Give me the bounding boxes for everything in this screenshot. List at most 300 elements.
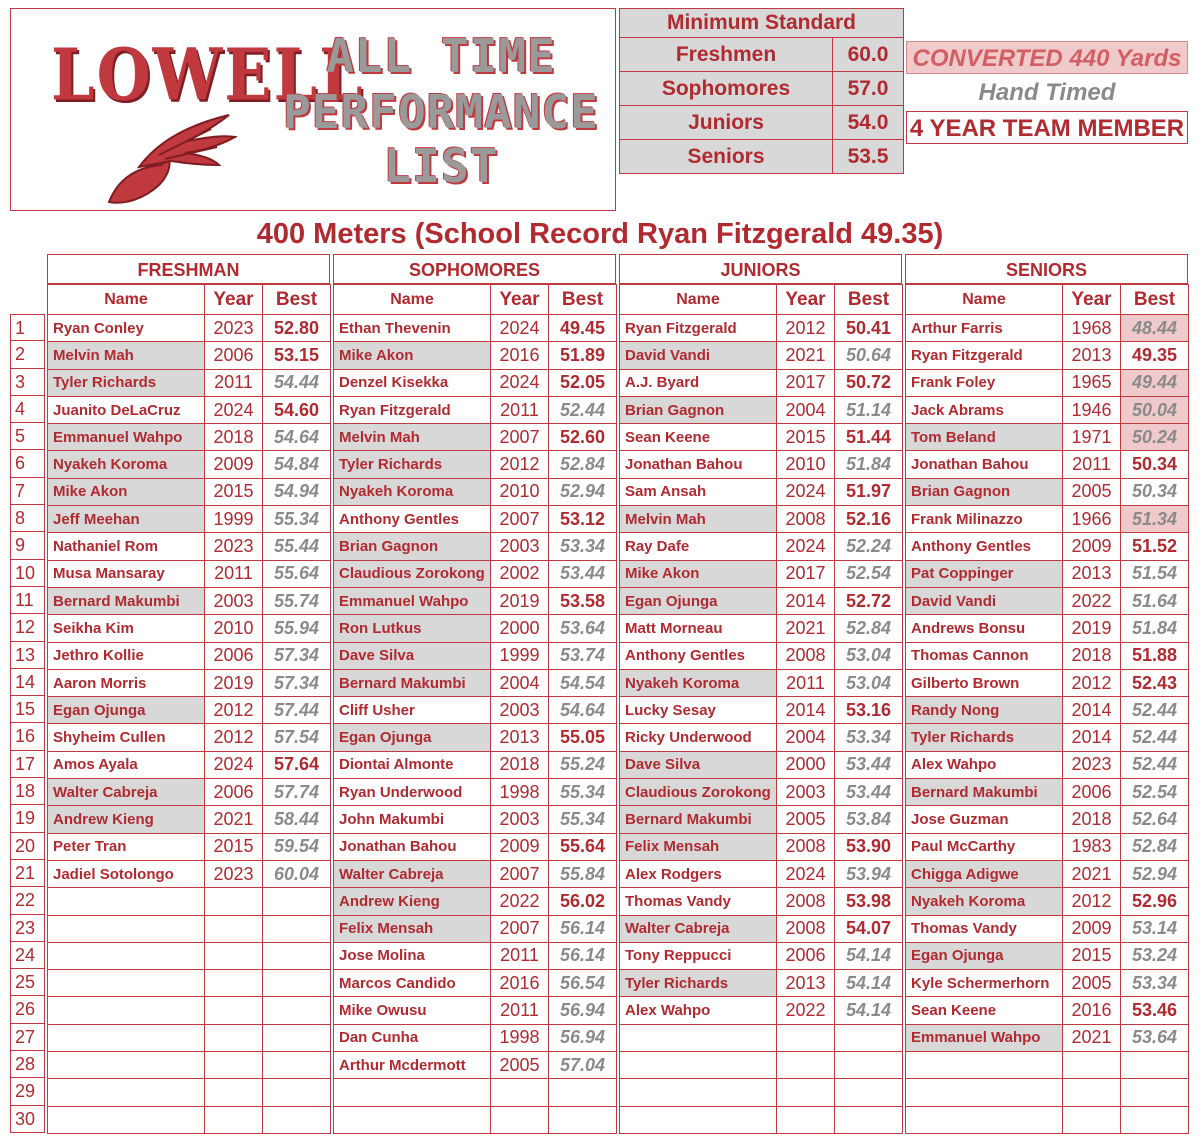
best-time: 51.89 bbox=[549, 342, 617, 369]
athlete-name: Jeff Meehan bbox=[48, 506, 205, 533]
result-year: 2023 bbox=[1063, 751, 1121, 778]
table-row bbox=[906, 506, 1189, 533]
best-time: 53.34 bbox=[1121, 970, 1189, 997]
athlete-name bbox=[48, 1052, 205, 1079]
section-title: JUNIORS bbox=[619, 254, 902, 284]
table-row bbox=[906, 806, 1189, 833]
athlete-name: Aaron Morris bbox=[48, 669, 205, 696]
athlete-name: Frank Milinazzo bbox=[906, 506, 1063, 533]
best-time bbox=[263, 1079, 331, 1106]
result-year: 2000 bbox=[491, 615, 549, 642]
result-year: 2019 bbox=[1063, 615, 1121, 642]
rank-number: 21 bbox=[10, 860, 45, 887]
athlete-name: Paul McCarthy bbox=[906, 833, 1063, 860]
table-row bbox=[620, 942, 903, 969]
table-row bbox=[334, 506, 617, 533]
table-row bbox=[48, 451, 331, 478]
result-year: 1966 bbox=[1063, 506, 1121, 533]
athlete-name: Melvin Mah bbox=[48, 342, 205, 369]
table-row bbox=[620, 451, 903, 478]
table-row bbox=[48, 833, 331, 860]
result-year: 2012 bbox=[205, 697, 263, 724]
table-row bbox=[334, 1079, 617, 1106]
min-label: Sophomores bbox=[620, 72, 833, 106]
best-time bbox=[1121, 1106, 1189, 1133]
legend-four-year-member: 4 YEAR TEAM MEMBER bbox=[906, 111, 1188, 144]
table-row bbox=[48, 779, 331, 806]
results-table bbox=[47, 284, 331, 1134]
logo-box bbox=[10, 8, 616, 211]
athlete-name bbox=[906, 1052, 1063, 1079]
result-year: 1998 bbox=[491, 1024, 549, 1051]
table-row bbox=[48, 478, 331, 505]
best-time: 52.44 bbox=[549, 396, 617, 423]
result-year: 2013 bbox=[777, 970, 835, 997]
table-row bbox=[334, 1106, 617, 1133]
result-year: 2024 bbox=[205, 396, 263, 423]
table-row bbox=[620, 424, 903, 451]
athlete-name bbox=[906, 1106, 1063, 1133]
best-time: 57.34 bbox=[263, 669, 331, 696]
best-time: 53.24 bbox=[1121, 942, 1189, 969]
athlete-name: A.J. Byard bbox=[620, 369, 777, 396]
table-row bbox=[620, 806, 903, 833]
table-row bbox=[334, 751, 617, 778]
best-time: 52.94 bbox=[1121, 860, 1189, 887]
athlete-name: Jadiel Sotolongo bbox=[48, 860, 205, 887]
athlete-name: Thomas Cannon bbox=[906, 642, 1063, 669]
table-row bbox=[906, 669, 1189, 696]
table-row bbox=[620, 1024, 903, 1051]
min-label: Freshmen bbox=[620, 38, 833, 72]
table-row bbox=[906, 533, 1189, 560]
best-time: 52.54 bbox=[1121, 779, 1189, 806]
best-time bbox=[835, 1079, 903, 1106]
best-time: 50.41 bbox=[835, 315, 903, 342]
best-time bbox=[263, 1052, 331, 1079]
table-row bbox=[620, 915, 903, 942]
best-time bbox=[1121, 1079, 1189, 1106]
table-row bbox=[906, 915, 1189, 942]
athlete-name bbox=[48, 970, 205, 997]
result-year: 2016 bbox=[491, 970, 549, 997]
athlete-name: Mike Akon bbox=[334, 342, 491, 369]
athlete-name: Mike Owusu bbox=[334, 997, 491, 1024]
result-year: 2021 bbox=[777, 342, 835, 369]
table-row bbox=[620, 342, 903, 369]
best-time: 50.34 bbox=[1121, 478, 1189, 505]
result-year: 2006 bbox=[205, 342, 263, 369]
table-row bbox=[334, 860, 617, 887]
best-time: 54.14 bbox=[835, 997, 903, 1024]
result-year: 2007 bbox=[491, 860, 549, 887]
athlete-name: Amos Ayala bbox=[48, 751, 205, 778]
min-label: Seniors bbox=[620, 140, 833, 174]
table-row bbox=[48, 888, 331, 915]
best-time: 54.54 bbox=[549, 669, 617, 696]
result-year: 2004 bbox=[491, 669, 549, 696]
result-year: 2023 bbox=[205, 860, 263, 887]
best-time: 52.44 bbox=[1121, 724, 1189, 751]
table-row bbox=[334, 369, 617, 396]
table-row bbox=[48, 1106, 331, 1133]
rank-number: 9 bbox=[10, 532, 45, 559]
rank-number: 15 bbox=[10, 696, 45, 723]
best-time: 56.14 bbox=[549, 942, 617, 969]
table-row bbox=[620, 615, 903, 642]
table-row bbox=[48, 424, 331, 451]
result-year: 2019 bbox=[205, 669, 263, 696]
athlete-name: Anthony Gentles bbox=[906, 533, 1063, 560]
rank-number: 24 bbox=[10, 942, 45, 969]
result-year: 2022 bbox=[491, 888, 549, 915]
athlete-name: Bernard Makumbi bbox=[620, 806, 777, 833]
result-year: 2023 bbox=[205, 315, 263, 342]
athlete-name: Tyler Richards bbox=[334, 451, 491, 478]
minimum-standard-title: Minimum Standard bbox=[620, 9, 904, 38]
table-row bbox=[620, 779, 903, 806]
best-time: 57.64 bbox=[263, 751, 331, 778]
best-time: 54.64 bbox=[263, 424, 331, 451]
section-freshman bbox=[47, 254, 330, 1134]
result-year: 2024 bbox=[777, 860, 835, 887]
result-year: 2008 bbox=[777, 888, 835, 915]
table-row bbox=[334, 779, 617, 806]
result-year: 2006 bbox=[205, 779, 263, 806]
result-year: 1946 bbox=[1063, 396, 1121, 423]
winged-shoe-icon bbox=[99, 107, 239, 207]
athlete-name bbox=[48, 1106, 205, 1133]
table-row bbox=[48, 860, 331, 887]
best-time: 57.54 bbox=[263, 724, 331, 751]
rank-number: 10 bbox=[10, 560, 45, 587]
result-year: 1983 bbox=[1063, 833, 1121, 860]
best-time bbox=[263, 970, 331, 997]
best-time: 55.94 bbox=[263, 615, 331, 642]
table-row bbox=[620, 1106, 903, 1133]
table-row bbox=[906, 1079, 1189, 1106]
event-title: 400 Meters (School Record Ryan Fitzgerald 49.35) bbox=[256, 218, 944, 250]
best-time: 52.24 bbox=[835, 533, 903, 560]
result-year: 2014 bbox=[1063, 724, 1121, 751]
athlete-name: Ryan Fitzgerald bbox=[334, 396, 491, 423]
athlete-name: Thomas Vandy bbox=[906, 915, 1063, 942]
result-year: 2021 bbox=[1063, 860, 1121, 887]
athlete-name: Cliff Usher bbox=[334, 697, 491, 724]
best-time: 51.34 bbox=[1121, 506, 1189, 533]
table-row bbox=[620, 751, 903, 778]
best-time: 53.64 bbox=[1121, 1024, 1189, 1051]
best-time bbox=[263, 942, 331, 969]
best-time bbox=[263, 1106, 331, 1133]
best-time: 50.04 bbox=[1121, 396, 1189, 423]
table-row bbox=[906, 1106, 1189, 1133]
result-year: 2012 bbox=[1063, 669, 1121, 696]
best-time: 55.05 bbox=[549, 724, 617, 751]
table-row bbox=[906, 697, 1189, 724]
best-time: 53.34 bbox=[835, 724, 903, 751]
athlete-name bbox=[48, 888, 205, 915]
best-time: 55.34 bbox=[263, 506, 331, 533]
athlete-name: Randy Nong bbox=[906, 697, 1063, 724]
table-row bbox=[48, 1024, 331, 1051]
result-year bbox=[777, 1052, 835, 1079]
table-row bbox=[48, 642, 331, 669]
athlete-name: Alex Rodgers bbox=[620, 860, 777, 887]
table-row bbox=[334, 833, 617, 860]
column-header-best: Best bbox=[263, 285, 331, 315]
column-header-best: Best bbox=[835, 285, 903, 315]
rank-number: 11 bbox=[10, 587, 45, 614]
table-row bbox=[48, 396, 331, 423]
athlete-name bbox=[48, 1079, 205, 1106]
best-time: 51.44 bbox=[835, 424, 903, 451]
result-year: 2024 bbox=[491, 315, 549, 342]
rank-number: 20 bbox=[10, 833, 45, 860]
result-year: 2008 bbox=[777, 915, 835, 942]
column-header-name: Name bbox=[620, 285, 777, 315]
best-time: 51.84 bbox=[1121, 615, 1189, 642]
result-year bbox=[205, 915, 263, 942]
table-row bbox=[906, 1052, 1189, 1079]
result-year: 2018 bbox=[205, 424, 263, 451]
best-time bbox=[1121, 1052, 1189, 1079]
best-time: 51.84 bbox=[835, 451, 903, 478]
table-row bbox=[334, 560, 617, 587]
results-table bbox=[333, 284, 617, 1134]
rank-number: 17 bbox=[10, 751, 45, 778]
result-year: 2011 bbox=[1063, 451, 1121, 478]
table-row bbox=[906, 642, 1189, 669]
athlete-name bbox=[334, 1106, 491, 1133]
result-year: 2005 bbox=[1063, 478, 1121, 505]
result-year: 2009 bbox=[491, 833, 549, 860]
table-row bbox=[334, 478, 617, 505]
rank-number: 28 bbox=[10, 1051, 45, 1078]
table-row bbox=[334, 806, 617, 833]
result-year bbox=[205, 970, 263, 997]
athlete-name: Brian Gagnon bbox=[906, 478, 1063, 505]
athlete-name: Shyheim Cullen bbox=[48, 724, 205, 751]
result-year bbox=[1063, 1106, 1121, 1133]
best-time: 53.44 bbox=[835, 751, 903, 778]
result-year bbox=[491, 1079, 549, 1106]
athlete-name: Egan Ojunga bbox=[906, 942, 1063, 969]
best-time: 50.72 bbox=[835, 369, 903, 396]
best-time: 52.72 bbox=[835, 587, 903, 614]
athlete-name bbox=[334, 1079, 491, 1106]
table-row bbox=[334, 888, 617, 915]
result-year: 2011 bbox=[777, 669, 835, 696]
section-title: SENIORS bbox=[905, 254, 1188, 284]
best-time: 50.24 bbox=[1121, 424, 1189, 451]
best-time: 53.58 bbox=[549, 587, 617, 614]
best-time: 52.94 bbox=[549, 478, 617, 505]
table-row bbox=[620, 587, 903, 614]
athlete-name: Tom Beland bbox=[906, 424, 1063, 451]
athlete-name: Chigga Adigwe bbox=[906, 860, 1063, 887]
header-row bbox=[48, 285, 331, 315]
best-time: 55.74 bbox=[263, 587, 331, 614]
table-row bbox=[334, 587, 617, 614]
rank-number: 12 bbox=[10, 614, 45, 641]
result-year: 2024 bbox=[777, 478, 835, 505]
table-row bbox=[620, 860, 903, 887]
athlete-name: Ryan Conley bbox=[48, 315, 205, 342]
athlete-name: Alex Wahpo bbox=[620, 997, 777, 1024]
result-year bbox=[205, 1106, 263, 1133]
best-time: 60.04 bbox=[263, 860, 331, 887]
athlete-name: Dave Silva bbox=[620, 751, 777, 778]
result-year: 2003 bbox=[777, 779, 835, 806]
best-time: 53.34 bbox=[549, 533, 617, 560]
table-row bbox=[48, 751, 331, 778]
table-row bbox=[48, 724, 331, 751]
result-year: 2002 bbox=[491, 560, 549, 587]
table-row bbox=[906, 833, 1189, 860]
column-header-year: Year bbox=[205, 285, 263, 315]
table-row bbox=[906, 451, 1189, 478]
table-row bbox=[620, 396, 903, 423]
table-row bbox=[906, 860, 1189, 887]
table-row bbox=[334, 533, 617, 560]
table-row bbox=[334, 424, 617, 451]
athlete-name bbox=[48, 1024, 205, 1051]
result-year: 2003 bbox=[205, 587, 263, 614]
table-row bbox=[48, 697, 331, 724]
athlete-name: Ryan Fitzgerald bbox=[906, 342, 1063, 369]
best-time: 53.04 bbox=[835, 642, 903, 669]
result-year: 2017 bbox=[777, 560, 835, 587]
athlete-name: Emmanuel Wahpo bbox=[906, 1024, 1063, 1051]
result-year: 2011 bbox=[491, 942, 549, 969]
best-time: 54.44 bbox=[263, 369, 331, 396]
result-year: 1999 bbox=[491, 642, 549, 669]
best-time: 57.44 bbox=[263, 697, 331, 724]
athlete-name: Jonathan Bahou bbox=[334, 833, 491, 860]
rank-number: 4 bbox=[10, 396, 45, 423]
result-year: 2004 bbox=[777, 724, 835, 751]
result-year bbox=[777, 1106, 835, 1133]
header-row bbox=[906, 285, 1189, 315]
table-row bbox=[334, 315, 617, 342]
table-row bbox=[334, 451, 617, 478]
best-time: 54.14 bbox=[835, 942, 903, 969]
result-year: 2004 bbox=[777, 396, 835, 423]
results-table bbox=[905, 284, 1189, 1134]
result-year: 2016 bbox=[1063, 997, 1121, 1024]
rank-number: 13 bbox=[10, 642, 45, 669]
best-time: 55.34 bbox=[549, 779, 617, 806]
athlete-name: Denzel Kisekka bbox=[334, 369, 491, 396]
best-time: 49.44 bbox=[1121, 369, 1189, 396]
best-time: 56.94 bbox=[549, 997, 617, 1024]
best-time: 57.34 bbox=[263, 642, 331, 669]
table-row bbox=[48, 997, 331, 1024]
result-year bbox=[777, 1079, 835, 1106]
result-year: 2014 bbox=[777, 697, 835, 724]
athlete-name: Kyle Schermerhorn bbox=[906, 970, 1063, 997]
athlete-name bbox=[620, 1106, 777, 1133]
table-row bbox=[906, 560, 1189, 587]
section-title: SOPHOMORES bbox=[333, 254, 616, 284]
result-year bbox=[777, 1024, 835, 1051]
result-year: 2013 bbox=[491, 724, 549, 751]
athlete-name: Tony Reppucci bbox=[620, 942, 777, 969]
table-row bbox=[334, 1052, 617, 1079]
table-row bbox=[334, 915, 617, 942]
table-row bbox=[620, 1052, 903, 1079]
athlete-name: Nyakeh Koroma bbox=[620, 669, 777, 696]
table-row bbox=[906, 1024, 1189, 1051]
athlete-name: David Vandi bbox=[620, 342, 777, 369]
athlete-name: Ricky Underwood bbox=[620, 724, 777, 751]
result-year: 2005 bbox=[491, 1052, 549, 1079]
best-time bbox=[549, 1079, 617, 1106]
athlete-name: Andrews Bonsu bbox=[906, 615, 1063, 642]
best-time: 53.98 bbox=[835, 888, 903, 915]
athlete-name: Jack Abrams bbox=[906, 396, 1063, 423]
table-row bbox=[48, 615, 331, 642]
best-time: 55.34 bbox=[549, 806, 617, 833]
table-row bbox=[906, 751, 1189, 778]
rank-number: 29 bbox=[10, 1078, 45, 1105]
result-year: 2012 bbox=[1063, 888, 1121, 915]
best-time: 53.15 bbox=[263, 342, 331, 369]
athlete-name: Claudious Zorokong bbox=[620, 779, 777, 806]
athlete-name: Emmanuel Wahpo bbox=[48, 424, 205, 451]
section-sophomores bbox=[333, 254, 616, 1134]
best-time bbox=[263, 1024, 331, 1051]
result-year: 2009 bbox=[205, 451, 263, 478]
table-row bbox=[906, 779, 1189, 806]
athlete-name: Andrew Kieng bbox=[48, 806, 205, 833]
rank-number: 30 bbox=[10, 1106, 45, 1133]
table-row bbox=[334, 970, 617, 997]
result-year bbox=[205, 1079, 263, 1106]
table-row bbox=[334, 997, 617, 1024]
athlete-name: Arthur Farris bbox=[906, 315, 1063, 342]
table-row bbox=[48, 560, 331, 587]
best-time: 53.74 bbox=[549, 642, 617, 669]
column-header-name: Name bbox=[48, 285, 205, 315]
athlete-name: Ryan Underwood bbox=[334, 779, 491, 806]
result-year: 2006 bbox=[777, 942, 835, 969]
best-time: 52.05 bbox=[549, 369, 617, 396]
athlete-name: Dan Cunha bbox=[334, 1024, 491, 1051]
best-time: 52.84 bbox=[1121, 833, 1189, 860]
best-time: 49.45 bbox=[549, 315, 617, 342]
result-year: 2005 bbox=[1063, 970, 1121, 997]
rank-number: 6 bbox=[10, 450, 45, 477]
result-year: 2008 bbox=[777, 642, 835, 669]
table-row bbox=[906, 970, 1189, 997]
best-time: 56.94 bbox=[549, 1024, 617, 1051]
athlete-name: Arthur Mcdermott bbox=[334, 1052, 491, 1079]
header-row bbox=[620, 285, 903, 315]
table-row bbox=[48, 1052, 331, 1079]
title-line-2: PERFORMANCE bbox=[283, 85, 599, 139]
best-time: 54.94 bbox=[263, 478, 331, 505]
result-year: 2011 bbox=[205, 369, 263, 396]
athlete-name: Diontai Almonte bbox=[334, 751, 491, 778]
result-year: 2023 bbox=[205, 533, 263, 560]
result-year: 2021 bbox=[777, 615, 835, 642]
best-time: 59.54 bbox=[263, 833, 331, 860]
table-row bbox=[620, 560, 903, 587]
minimum-standard-table bbox=[619, 8, 904, 174]
best-time bbox=[835, 1024, 903, 1051]
